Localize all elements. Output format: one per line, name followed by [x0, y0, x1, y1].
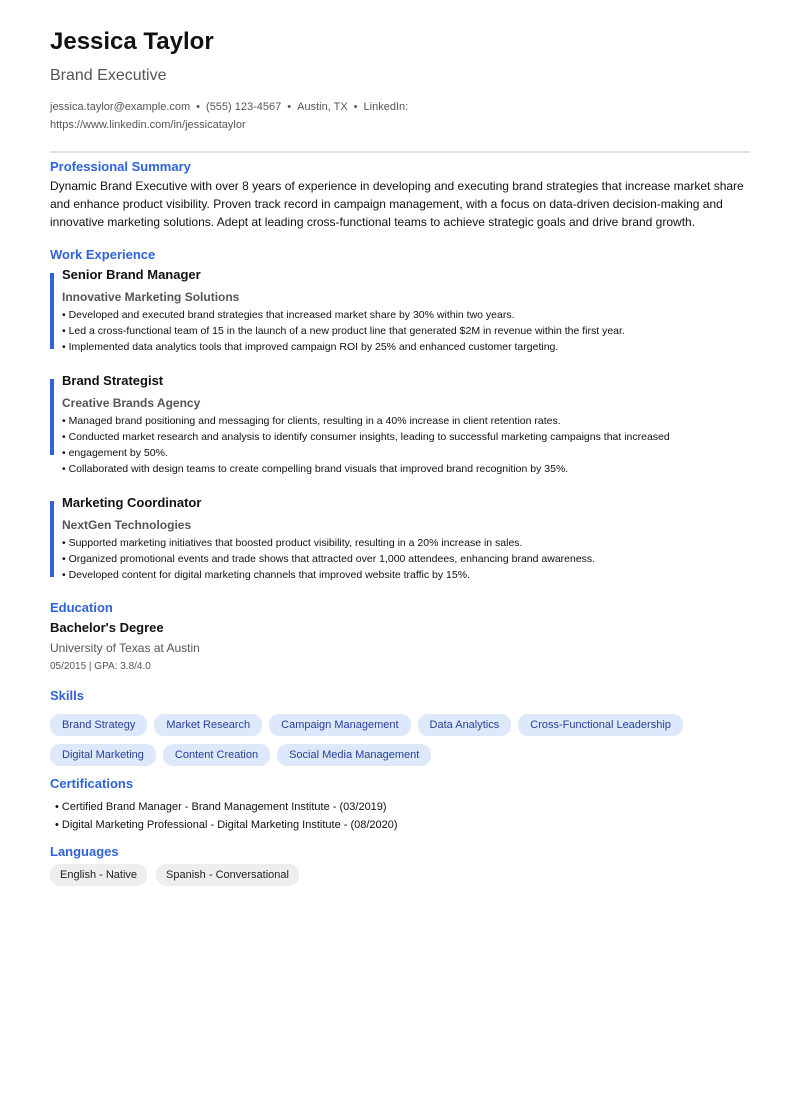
summary-section — [50, 159, 750, 231]
summary-text: Dynamic Brand Executive with over 8 years of experience in developing and executing brand strategies that increase market share and enhance product visibility. Proven track record in campaign management, with a focus on data-driven decision-making and innovative marketing solutions. Adept at leading cross-functional teams to achieve strategic goals and drive brand growth. — [50, 179, 744, 229]
job-company: Creative Brands Agency — [62, 396, 201, 410]
section-title-experience: Work Experience — [50, 247, 156, 262]
candidate-name: Jessica Taylor — [50, 28, 214, 55]
skills-section — [50, 688, 750, 766]
experience-section — [50, 247, 750, 583]
job-bullet: • Supported marketing initiatives that boosted product visibility, resulting in a 20% increase in sales. — [62, 537, 523, 549]
job-entry — [50, 267, 750, 355]
section-title-skills: Skills — [50, 688, 84, 703]
section-title-education: Education — [50, 600, 113, 615]
job-entry — [50, 373, 750, 477]
languages-section — [50, 844, 750, 886]
skill-tag: Brand Strategy — [50, 714, 147, 736]
separator: • — [196, 101, 201, 113]
job-accent-bar — [50, 273, 54, 349]
skills-tags — [50, 714, 750, 766]
certification-item: • Certified Brand Manager - Brand Management Institute - (03/2019) — [55, 801, 387, 813]
certifications-section — [50, 776, 750, 834]
section-title-languages: Languages — [50, 844, 119, 859]
job-bullet: • engagement by 50%. — [62, 447, 168, 459]
skill-tag: Data Analytics — [418, 714, 512, 736]
job-bullet: • Managed brand positioning and messaging for clients, resulting in a 40% increase in client retention rates. — [62, 415, 561, 427]
languages-tags — [50, 864, 750, 886]
job-bullets — [62, 413, 750, 477]
language-tag: Spanish - Conversational — [156, 864, 299, 886]
skill-tag: Cross-Functional Leadership — [518, 714, 683, 736]
education-section — [50, 600, 750, 674]
job-bullet: • Implemented data analytics tools that improved campaign ROI by 25% and enhanced customer targeting. — [62, 341, 559, 353]
education-degree: Bachelor's Degree — [50, 620, 164, 635]
job-accent-bar — [50, 379, 54, 455]
job-bullet: • Developed content for digital marketing channels that improved website traffic by 15%. — [62, 569, 470, 581]
skill-tag: Content Creation — [163, 744, 270, 766]
contact-linkedin-link[interactable]: https://www.linkedin.com/in/jessicataylor — [50, 119, 246, 131]
contact-linkedin-label: LinkedIn: — [363, 101, 409, 113]
job-company: Innovative Marketing Solutions — [62, 290, 240, 304]
job-bullets — [62, 307, 750, 355]
job-bullet: • Led a cross-functional team of 15 in the launch of a new product line that generated $2M in revenue within the first year. — [62, 325, 625, 337]
job-bullets — [62, 535, 750, 583]
job-accent-bar — [50, 501, 54, 577]
job-company: NextGen Technologies — [62, 518, 192, 532]
job-bullet: • Developed and executed brand strategies that increased market share by 30% within two years. — [62, 309, 515, 321]
skill-tag: Social Media Management — [277, 744, 431, 766]
section-title-summary: Professional Summary — [50, 159, 191, 174]
job-bullet: • Organized promotional events and trade shows that attracted over 1,000 attendees, enhancing brand awareness. — [62, 553, 596, 565]
job-title: Brand Strategist — [62, 373, 164, 388]
certification-item: • Digital Marketing Professional - Digital Marketing Institute - (08/2020) — [55, 819, 398, 831]
contact-phone: (555) 123-4567 — [206, 101, 282, 113]
contact-line — [50, 98, 410, 134]
skill-tag: Market Research — [154, 714, 262, 736]
header-divider — [50, 151, 750, 153]
separator: • — [353, 101, 358, 113]
education-meta: 05/2015 | GPA: 3.8/4.0 — [50, 661, 151, 672]
job-title: Senior Brand Manager — [62, 267, 201, 282]
language-tag: English - Native — [50, 864, 147, 886]
job-entry — [50, 495, 750, 583]
candidate-role: Brand Executive — [50, 67, 167, 84]
job-bullet: • Conducted market research and analysis to identify consumer insights, leading to successful marketing campaigns that increased — [62, 431, 670, 443]
skill-tag: Digital Marketing — [50, 744, 156, 766]
separator: • — [287, 101, 292, 113]
certifications-list — [55, 798, 750, 834]
contact-email[interactable]: jessica.taylor@example.com — [50, 101, 191, 113]
section-title-certifications: Certifications — [50, 776, 134, 791]
job-bullet: • Collaborated with design teams to create compelling brand visuals that improved brand recognition by 35%. — [62, 463, 569, 475]
skill-tag: Campaign Management — [269, 714, 410, 736]
education-school: University of Texas at Austin — [50, 641, 200, 655]
job-title: Marketing Coordinator — [62, 495, 202, 510]
contact-location: Austin, TX — [297, 101, 348, 113]
